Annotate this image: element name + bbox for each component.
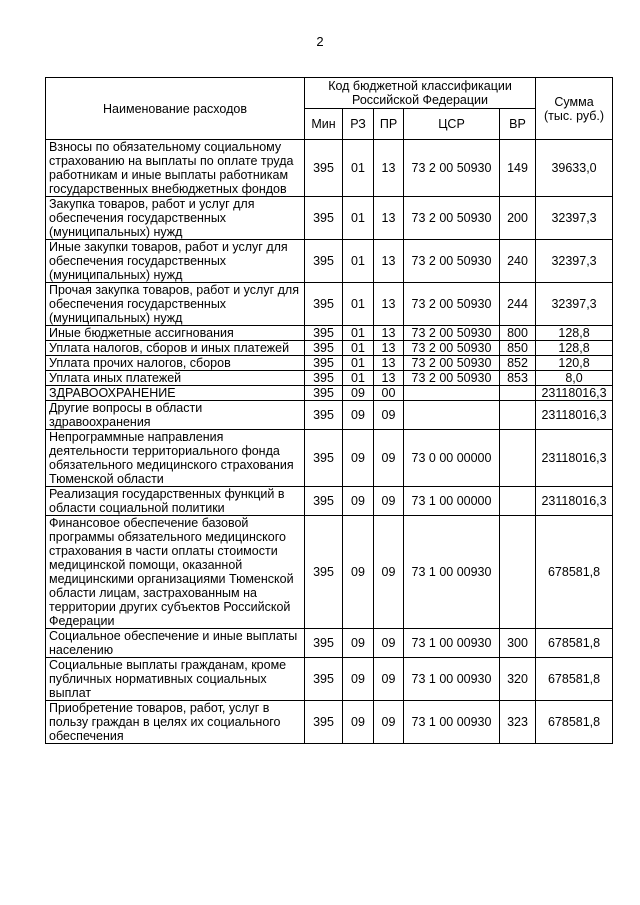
table-row (46, 658, 613, 701)
header-vr: ВР (500, 109, 536, 140)
cell-pr: 00 (374, 386, 404, 401)
cell-pr: 13 (374, 283, 404, 326)
cell-pr: 13 (374, 140, 404, 197)
cell-pr: 13 (374, 356, 404, 371)
cell-name: Закупка товаров, работ и услуг для обеспечения государственных (муниципальных) нужд (46, 197, 305, 240)
cell-pr: 09 (374, 487, 404, 516)
cell-csr: 73 2 00 50930 (404, 326, 500, 341)
cell-vr: 800 (500, 326, 536, 341)
cell-csr (404, 386, 500, 401)
header-min: Мин (305, 109, 343, 140)
table-row (46, 140, 613, 197)
cell-pr: 09 (374, 629, 404, 658)
cell-vr: 244 (500, 283, 536, 326)
cell-rz: 09 (343, 629, 374, 658)
cell-sum: 23118016,3 (536, 487, 613, 516)
cell-name: Иные закупки товаров, работ и услуг для обеспечения государственных (муниципальных) нужд (46, 240, 305, 283)
cell-pr: 13 (374, 371, 404, 386)
header-pr: ПР (374, 109, 404, 140)
cell-pr: 09 (374, 658, 404, 701)
cell-name: Взносы по обязательному социальному страхованию на выплаты по оплате труда работникам и иные выплаты работникам государственных внебюджетных фондов (46, 140, 305, 197)
cell-rz: 09 (343, 386, 374, 401)
cell-csr: 73 2 00 50930 (404, 140, 500, 197)
cell-sum: 23118016,3 (536, 401, 613, 430)
cell-name: Другие вопросы в области здравоохранения (46, 401, 305, 430)
cell-pr: 13 (374, 326, 404, 341)
cell-vr: 323 (500, 701, 536, 744)
cell-pr: 09 (374, 430, 404, 487)
cell-csr: 73 2 00 50930 (404, 197, 500, 240)
table-row (46, 386, 613, 401)
cell-rz: 09 (343, 516, 374, 629)
cell-rz: 01 (343, 197, 374, 240)
cell-rz: 01 (343, 371, 374, 386)
cell-sum: 678581,8 (536, 658, 613, 701)
cell-vr (500, 487, 536, 516)
cell-name: ЗДРАВООХРАНЕНИЕ (46, 386, 305, 401)
cell-csr: 73 2 00 50930 (404, 240, 500, 283)
cell-rz: 09 (343, 701, 374, 744)
table-row (46, 371, 613, 386)
cell-name: Непрограммные направления деятельности территориального фонда обязательного медицинского страхования Тюменской области (46, 430, 305, 487)
cell-sum: 678581,8 (536, 516, 613, 629)
cell-vr: 240 (500, 240, 536, 283)
cell-vr: 320 (500, 658, 536, 701)
cell-name: Иные бюджетные ассигнования (46, 326, 305, 341)
cell-csr: 73 0 00 00000 (404, 430, 500, 487)
cell-min: 395 (305, 401, 343, 430)
cell-sum: 32397,3 (536, 197, 613, 240)
cell-csr: 73 1 00 00000 (404, 487, 500, 516)
cell-pr: 09 (374, 516, 404, 629)
cell-rz: 01 (343, 140, 374, 197)
budget-table (45, 77, 613, 744)
cell-sum: 120,8 (536, 356, 613, 371)
table-row (46, 629, 613, 658)
cell-name: Уплата налогов, сборов и иных платежей (46, 341, 305, 356)
cell-sum: 32397,3 (536, 283, 613, 326)
cell-sum: 678581,8 (536, 629, 613, 658)
cell-csr (404, 401, 500, 430)
cell-name: Уплата прочих налогов, сборов (46, 356, 305, 371)
cell-vr: 852 (500, 356, 536, 371)
cell-rz: 09 (343, 658, 374, 701)
cell-name: Уплата иных платежей (46, 371, 305, 386)
cell-min: 395 (305, 197, 343, 240)
cell-sum: 8,0 (536, 371, 613, 386)
cell-pr: 09 (374, 701, 404, 744)
cell-pr: 13 (374, 240, 404, 283)
table-row (46, 516, 613, 629)
cell-name: Социальные выплаты гражданам, кроме публичных нормативных социальных выплат (46, 658, 305, 701)
table-row (46, 487, 613, 516)
cell-pr: 13 (374, 341, 404, 356)
header-csr: ЦСР (404, 109, 500, 140)
cell-min: 395 (305, 658, 343, 701)
cell-vr: 149 (500, 140, 536, 197)
cell-min: 395 (305, 386, 343, 401)
cell-name: Приобретение товаров, работ, услуг в пользу граждан в целях их социального обеспечения (46, 701, 305, 744)
cell-sum: 32397,3 (536, 240, 613, 283)
table-row (46, 430, 613, 487)
cell-rz: 01 (343, 283, 374, 326)
table-row (46, 701, 613, 744)
cell-min: 395 (305, 629, 343, 658)
cell-vr: 300 (500, 629, 536, 658)
cell-sum: 128,8 (536, 326, 613, 341)
cell-min: 395 (305, 140, 343, 197)
cell-pr: 13 (374, 197, 404, 240)
cell-csr: 73 2 00 50930 (404, 341, 500, 356)
cell-rz: 09 (343, 487, 374, 516)
cell-vr: 200 (500, 197, 536, 240)
cell-name: Финансовое обеспечение базовой программы обязательного медицинского страхования в части оплаты стоимости медицинской помощи, оказанной медицинскими организациями Тюменской области лицам, застрахованным на территории других субъектов Российской Федерации (46, 516, 305, 629)
header-sum: Сумма (тыс. руб.) (536, 78, 613, 140)
cell-min: 395 (305, 701, 343, 744)
cell-sum: 23118016,3 (536, 386, 613, 401)
cell-vr: 853 (500, 371, 536, 386)
cell-sum: 23118016,3 (536, 430, 613, 487)
cell-csr: 73 1 00 00930 (404, 629, 500, 658)
page-number: 2 (316, 34, 324, 49)
cell-min: 395 (305, 240, 343, 283)
cell-sum: 128,8 (536, 341, 613, 356)
cell-rz: 09 (343, 430, 374, 487)
cell-vr (500, 430, 536, 487)
cell-min: 395 (305, 326, 343, 341)
cell-vr: 850 (500, 341, 536, 356)
cell-pr: 09 (374, 401, 404, 430)
cell-rz: 01 (343, 356, 374, 371)
cell-name: Прочая закупка товаров, работ и услуг для обеспечения государственных (муниципальных) нужд (46, 283, 305, 326)
cell-min: 395 (305, 341, 343, 356)
cell-min: 395 (305, 283, 343, 326)
cell-csr: 73 1 00 00930 (404, 701, 500, 744)
cell-name: Реализация государственных функций в области социальной политики (46, 487, 305, 516)
cell-csr: 73 2 00 50930 (404, 283, 500, 326)
cell-csr: 73 2 00 50930 (404, 356, 500, 371)
header-rz: РЗ (343, 109, 374, 140)
cell-csr: 73 2 00 50930 (404, 371, 500, 386)
table-row (46, 197, 613, 240)
cell-min: 395 (305, 356, 343, 371)
cell-vr (500, 386, 536, 401)
cell-rz: 01 (343, 341, 374, 356)
cell-min: 395 (305, 487, 343, 516)
cell-name: Социальное обеспечение и иные выплаты населению (46, 629, 305, 658)
header-code-group: Код бюджетной классификации Российской Федерации (305, 78, 536, 109)
table-row (46, 240, 613, 283)
cell-sum: 678581,8 (536, 701, 613, 744)
cell-rz: 01 (343, 326, 374, 341)
cell-sum: 39633,0 (536, 140, 613, 197)
cell-rz: 01 (343, 240, 374, 283)
table-row (46, 283, 613, 326)
table-row (46, 401, 613, 430)
table-row (46, 341, 613, 356)
cell-vr (500, 516, 536, 629)
cell-vr (500, 401, 536, 430)
cell-rz: 09 (343, 401, 374, 430)
table-row (46, 326, 613, 341)
cell-min: 395 (305, 516, 343, 629)
cell-min: 395 (305, 371, 343, 386)
header-name: Наименование расходов (46, 78, 305, 140)
cell-csr: 73 1 00 00930 (404, 516, 500, 629)
cell-min: 395 (305, 430, 343, 487)
table-row (46, 356, 613, 371)
cell-csr: 73 1 00 00930 (404, 658, 500, 701)
